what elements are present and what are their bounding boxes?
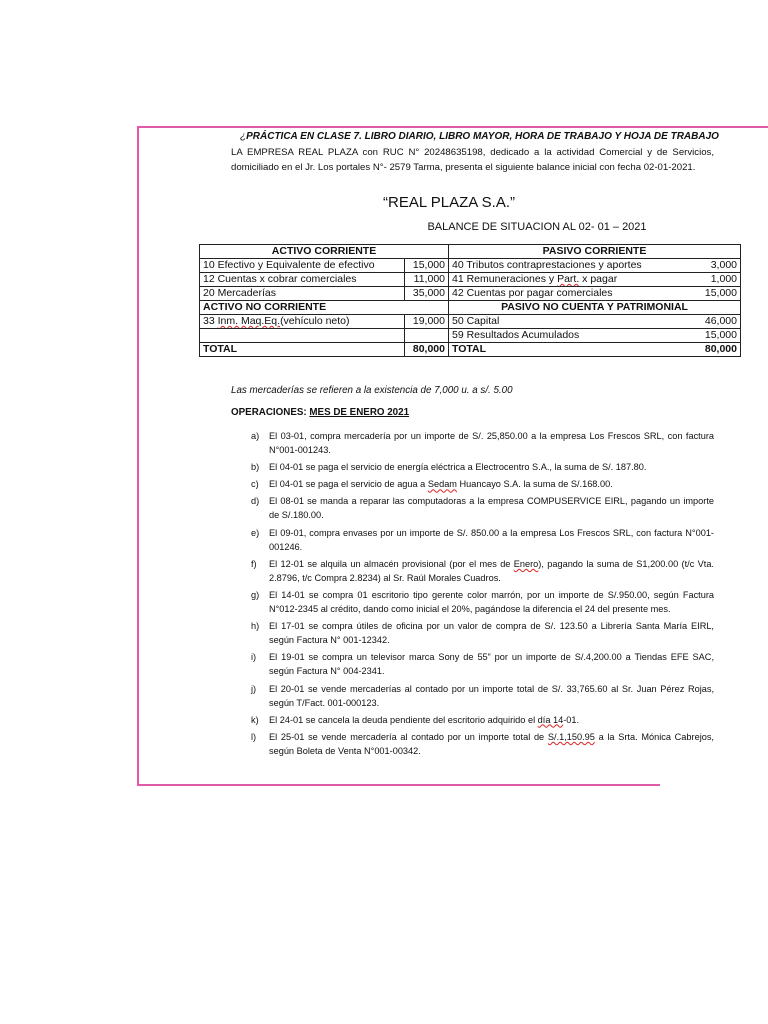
operations-heading [231,407,409,418]
item-text: El 25-01 se vende mercadería al contado por un importe total de [269,731,548,742]
item-letter: a) [251,431,260,441]
operations-month: MES DE ENERO 2021 [309,407,410,418]
liability-label: 59 Resultados Acumulados [449,329,699,343]
list-item [251,619,714,647]
operations-label: OPERACIONES: [231,407,310,418]
title-text: PRÁCTICA EN CLASE 7. LIBRO DIARIO, LIBRO MAYOR, HORA DE TRABAJO Y HOJA DE TRABAJO [246,131,719,142]
table-row [200,259,741,273]
item-letter: l) [251,731,257,742]
table-row [200,343,741,357]
balance-subtitle-block [200,221,768,233]
page-border-top [137,126,768,128]
item-text-flagged: Enero [513,558,539,569]
item-letter: d) [251,496,260,507]
list-item [251,682,714,710]
item-text: El 14-01 se compra 01 escritorio tipo gerente color marrón, por un importe de S/.950.00, según Factura N°012-2345 al crédito, dando como inicial el 20%, pagándose la diferencia el 24 del presente mes. [269,589,714,615]
item-letter: j) [251,683,257,694]
activo-corriente-header: ACTIVO CORRIENTE [200,245,449,259]
item-text: -01. [563,714,580,725]
pasivo-corriente-header: PASIVO CORRIENTE [449,245,741,259]
liability-value: 15,000 [699,287,741,301]
item-text: El 19-01 se compra un televisor marca Sony de 55” por un importe de S/.4,200.00 a Tiendas EFE SAC, según Factura N° 004-2341. [269,652,714,677]
asset-label-part: 33 [203,315,218,327]
asset-label: 20 Mercaderías [200,287,405,301]
list-item [251,730,714,758]
table-row [200,273,741,287]
liability-label-part: x pagar [579,273,618,285]
liability-label-part: 41 Remuneraciones y [452,273,558,285]
operations-list [251,429,714,761]
item-text: ), pagando la suma de S1,200.00 (t/c Vta. 2.8796, t/c Compra 2.8234) al Sr. Raúl Morales Cuadros. [269,558,714,583]
intro-paragraph: LA EMPRESA REAL PLAZA con RUC N° 20248635198, dedicado a la actividad Comercial y de Servicios, domiciliado en el Jr. Los portales N°- 2579 Tarma, presenta el siguiente balance inicial con fecha 02-01-2021. [231,147,714,174]
liability-label: 40 Tributos contraprestaciones y aportes [449,259,699,273]
table-row [200,301,741,315]
total-assets-label: TOTAL [200,343,405,357]
document-title [240,131,719,142]
item-text: Huancayo S.A. la suma de S/.168.00. [456,479,613,490]
asset-label [200,315,405,329]
list-item [251,713,714,727]
item-letter: k) [251,714,259,725]
asset-label: 10 Efectivo y Equivalente de efectivo [200,259,405,273]
liability-label [449,273,699,287]
list-item [251,460,714,474]
asset-value: 35,000 [405,287,449,301]
item-letter: h) [251,621,260,632]
company-name-block [0,194,768,211]
item-letter: b) [251,462,260,473]
balance-subtitle: BALANCE DE SITUACION AL 02- 01 – 2021 [427,221,647,233]
item-text-flagged: S/.1,150.95 [547,731,595,742]
asset-label-flagged: Inm. Maq.Eq. [217,315,281,327]
item-text: El 12-01 se alquila un almacén provisional (por el mes de [269,558,514,569]
asset-value: 15,000 [405,259,449,273]
asset-label [200,329,405,343]
total-liabilities-label: TOTAL [449,343,699,357]
asset-label-part: (vehículo neto) [280,315,350,327]
item-text: El 17-01 se compra útiles de oficina por un valor de compra de S/. 123.50 a Librería Santa María EIRL, según Factura N° 001-12342. [269,621,714,646]
item-letter: f) [251,558,257,569]
item-text-flagged: Sedam [427,479,457,490]
liability-label: 50 Capital [449,315,699,329]
table-row [200,287,741,301]
list-item [251,429,714,457]
activo-no-corriente-header: ACTIVO NO CORRIENTE [200,301,449,315]
list-item [251,494,714,522]
title-mark: ¿ [240,131,247,142]
table-row [200,329,741,343]
list-item [251,650,714,678]
asset-value: 19,000 [405,315,449,329]
page-border-bottom [137,784,660,786]
asset-label: 12 Cuentas x cobrar comerciales [200,273,405,287]
item-letter: e) [251,527,260,538]
item-text: El 24-01 se cancela la deuda pendiente del escritorio adquirido el [269,714,538,725]
list-item [251,557,714,585]
item-text: El 09-01, compra envases por un importe de S/. 850.00 a la empresa Los Frescos SRL, con factura N°001-001246. [269,527,714,552]
liability-value: 46,000 [699,315,741,329]
item-letter: i) [251,652,257,663]
total-liabilities-value: 80,000 [699,343,741,357]
liability-value: 1,000 [699,273,741,287]
company-name: “REAL PLAZA S.A.” [383,194,515,211]
table-row [200,315,741,329]
list-item [251,526,714,554]
item-letter: g) [251,589,260,600]
liability-value: 15,000 [699,329,741,343]
item-text: El 20-01 se vende mercaderías al contado por un importe total de S/. 33,765.60 al Sr. Juan Pérez Rojas, según T/Fact. 001-000123. [269,683,714,708]
page-border-left [137,126,139,786]
inventory-note: Las mercaderías se refieren a la existencia de 7,000 u. a s/. 5.00 [231,385,513,396]
asset-value: 11,000 [405,273,449,287]
table-row [200,245,741,259]
balance-table [199,244,741,357]
list-item [251,477,714,491]
liability-label-flagged: Part. [557,273,580,285]
item-text-flagged: día 14 [537,714,564,725]
item-text: El 03-01, compra mercadería por un importe de S/. 25,850.00 a la empresa Los Frescos SRL, con factura N°001-001243. [269,431,714,456]
item-text: a la Srta. Mónica Cabrejos, según Boleta de Venta N°001-00342. [269,731,714,756]
asset-value [405,329,449,343]
item-text: El 04-01 se paga el servicio de agua a [269,479,428,490]
liability-value: 3,000 [699,259,741,273]
list-item [251,588,714,616]
item-letter: c) [251,479,259,490]
liability-label: 42 Cuentas por pagar comerciales [449,287,699,301]
item-text: El 08-01 se manda a reparar las computadoras a la empresa COMPUSERVICE EIRL, pagando un importe de S/.180.00. [269,496,714,521]
pasivo-no-corriente-header: PASIVO NO CUENTA Y PATRIMONIAL [449,301,741,315]
total-assets-value: 80,000 [405,343,449,357]
item-text: El 04-01 se paga el servicio de energía eléctrica a Electrocentro S.A., la suma de S/. 187.80. [269,462,647,473]
